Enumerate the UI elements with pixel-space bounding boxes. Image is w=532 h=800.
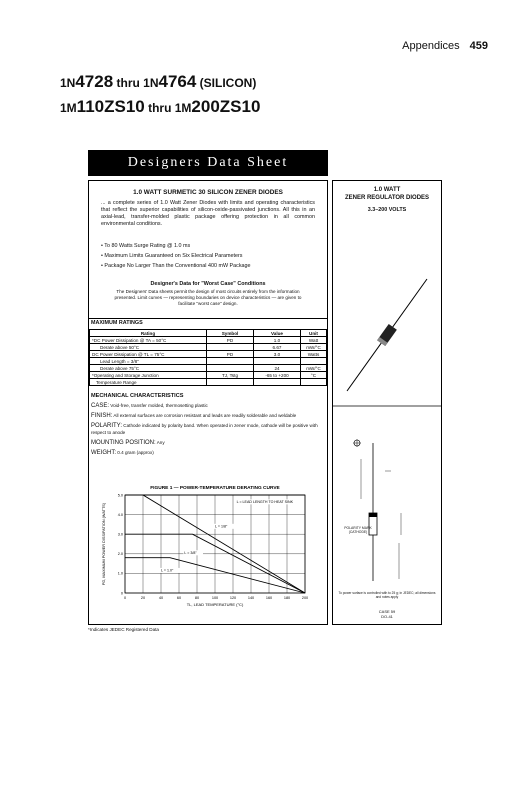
series-label: L = 3/8" — [184, 550, 197, 555]
table-cell: Derate above 75°C — [90, 365, 207, 372]
feature-list — [101, 243, 315, 270]
mech-item — [91, 423, 325, 435]
col-header: Value — [254, 330, 301, 337]
feature-text: To 80 Watts Surge Rating @ 1.0 ms — [104, 243, 191, 249]
mech-list — [91, 403, 325, 456]
table-cell — [207, 358, 254, 365]
table-cell: 1.0 — [254, 337, 301, 344]
table-row — [90, 365, 327, 372]
max-ratings-title: MAXIMUM RATINGS — [89, 318, 327, 328]
y-tick-label: 3.0 — [117, 532, 123, 537]
table-cell — [301, 379, 327, 386]
table-cell: mW/°C — [301, 344, 327, 351]
page-header — [402, 40, 488, 52]
feature-bullet: • To 80 Watts Surge Rating @ 1.0 ms — [101, 243, 191, 249]
designer-heading: Designer's Data for "Worst Case" Conditions — [150, 281, 266, 287]
diode-body-icon — [377, 324, 397, 346]
part-end: 4764 — [158, 72, 197, 91]
table-cell: mW/°C — [301, 365, 327, 372]
y-tick-label: 5.0 — [117, 493, 123, 498]
x-tick-label: 180 — [283, 596, 291, 600]
table-cell: *DC Power Dissipation @ TA = 50°C — [90, 337, 207, 344]
table-cell: Watts — [301, 351, 327, 358]
table-cell: 24 — [254, 365, 301, 372]
table-cell: *Operating and Storage Junction — [90, 372, 207, 379]
table-row — [90, 337, 327, 344]
mech-text: Cathode indicated by polarity band. When operated in zener mode, cathode will be positive with respect to anode — [91, 423, 318, 435]
x-tick-label: 0 — [123, 596, 127, 600]
mech-label: MOUNTING POSITION: — [91, 439, 156, 446]
description: ... a complete series of 1.0 Watt Zener Diodes with limits and operating characteristics that reflect the superior capabilities of silicon-oxide-passivated junctions. All this in an axial-lead, transfer-molded plastic package offering protection in all common environmental conditions. — [101, 200, 315, 227]
voltage-range: 3.3–200 VOLTS — [367, 207, 407, 213]
x-tick-label: 20 — [140, 596, 146, 600]
diode-drawings — [333, 181, 441, 626]
x-tick-label: 40 — [158, 596, 164, 600]
x-tick-label: 100 — [211, 596, 219, 600]
section-name: Appendices — [402, 40, 460, 52]
table-cell: PD — [207, 337, 254, 344]
page-number: 459 — [469, 40, 488, 52]
table-cell: 3.0 — [254, 351, 301, 358]
mech-label: POLARITY: — [91, 423, 123, 430]
series-label: L = 1/8" — [215, 524, 228, 529]
part-start: 4728 — [75, 72, 114, 91]
col-header: Rating — [90, 330, 207, 337]
col-header: Unit — [301, 330, 327, 337]
part-range-title-1 — [60, 72, 256, 92]
y-tick-label: 4.0 — [117, 512, 123, 517]
table-cell — [254, 379, 301, 386]
table-cell: Watt — [301, 337, 327, 344]
part-range-title-2 — [60, 97, 260, 117]
mech-item — [91, 450, 325, 456]
table-cell: 6.67 — [254, 344, 301, 351]
mech-item — [91, 440, 325, 446]
x-axis-label: TL, LEAD TEMPERATURE (°C) — [186, 602, 244, 607]
col-header: Symbol — [207, 330, 254, 337]
table-cell: Temperature Range — [90, 379, 207, 386]
mech-item — [91, 403, 325, 409]
part-end: 200ZS10 — [191, 97, 261, 116]
table-cell — [301, 358, 327, 365]
table-header-row — [90, 330, 327, 337]
mech-label: WEIGHT: — [91, 450, 116, 457]
thru: thru — [113, 76, 144, 90]
material: (SILICON) — [196, 76, 257, 90]
derating-chart — [95, 481, 323, 613]
table-cell: DC Power Dissipation @ TL = 75°C — [90, 351, 207, 358]
series-label: L = 1.0" — [161, 568, 174, 573]
y-tick-label: 2.0 — [117, 552, 123, 557]
footnote: *Indicates JEDEC Registered Data — [88, 627, 159, 632]
dimension-note: To power surface is controlled with to 25 g; in JEDEC; all dimensions and notes apply — [338, 591, 436, 599]
table-row — [90, 379, 327, 386]
designer-text: The Designers' Data sheets permit the design of most circuits entirely from the information presented. Limit curves — representing boundaries on device characteristics — are given to facilitate "worst case" design. — [114, 289, 302, 307]
polarity-label: POLARITY MARK (CATHODE) — [344, 526, 372, 534]
y-tick-label: 0 — [120, 591, 123, 596]
y-tick-label: 1.0 — [117, 571, 123, 576]
y-axis-label: PD, MAXIMUM POWER DISSIPATION (WATTS) — [102, 502, 106, 586]
table-row — [90, 344, 327, 351]
mech-label: FINISH: — [91, 413, 113, 420]
table-cell — [207, 344, 254, 351]
prefix: 1N — [60, 76, 76, 90]
case-label: CASE 59 DO-41 — [378, 609, 396, 619]
series-label: L = LEAD LENGTH TO HEAT SINK — [236, 499, 294, 504]
designers-data-banner: Designers Data Sheet — [88, 150, 328, 176]
max-ratings-table — [89, 329, 327, 386]
feature-text: Package No Larger Than the Conventional 400 mW Package — [104, 263, 251, 269]
mech-item — [91, 413, 325, 419]
mech-text: All external surfaces are corrosion resistant and leads are readily solderable and weldable — [113, 413, 297, 419]
mech-text: Any — [156, 439, 165, 445]
feature-bullet: • Package No Larger Than the Conventional 400 mW Package — [101, 263, 251, 269]
mech-label: CASE: — [91, 403, 110, 409]
table-cell — [207, 365, 254, 372]
main-heading: 1.0 WATT SURMETIC 30 SILICON ZENER DIODES — [133, 189, 283, 196]
thru: thru — [144, 101, 175, 115]
main-datasheet-box — [88, 180, 328, 625]
table-cell: Lead Length = 3/8" — [90, 358, 207, 365]
x-tick-label: 160 — [265, 596, 273, 600]
table-cell — [254, 358, 301, 365]
mech-text: 0.4 gram (approx) — [117, 450, 154, 456]
table-cell: TJ, Tstg — [207, 372, 254, 379]
x-tick-label: 60 — [176, 596, 182, 600]
x-tick-label: 80 — [194, 596, 200, 600]
device-summary-box — [332, 180, 442, 625]
table-cell: PD — [207, 351, 254, 358]
table-cell — [207, 379, 254, 386]
x-tick-label: 200 — [301, 596, 309, 600]
mech-title: MECHANICAL CHARACTERISTICS — [91, 393, 184, 399]
device-title: 1.0 WATT ZENER REGULATOR DIODES — [344, 187, 430, 201]
table-row — [90, 358, 327, 365]
prefix: 1M — [60, 101, 77, 115]
prefix: 1M — [174, 101, 192, 115]
table-cell: Derate above 50°C — [90, 344, 207, 351]
feature-text: Maximum Limits Guaranteed on Six Electrical Parameters — [104, 253, 243, 259]
x-tick-label: 140 — [247, 596, 255, 600]
chart-title: FIGURE 1 — POWER-TEMPERATURE DERATING CURVE — [150, 486, 280, 491]
part-start: 110ZS10 — [76, 97, 145, 116]
mech-text: Void-free, transfer molded, thermosetting plastic — [110, 403, 208, 408]
cathode-band — [369, 513, 377, 517]
table-row — [90, 351, 327, 358]
feature-bullet: • Maximum Limits Guaranteed on Six Electrical Parameters — [101, 253, 243, 259]
table-cell: °C — [301, 372, 327, 379]
x-tick-label: 120 — [229, 596, 237, 600]
table-cell: -65 to +200 — [254, 372, 301, 379]
table-row — [90, 372, 327, 379]
prefix: 1N — [143, 76, 159, 90]
